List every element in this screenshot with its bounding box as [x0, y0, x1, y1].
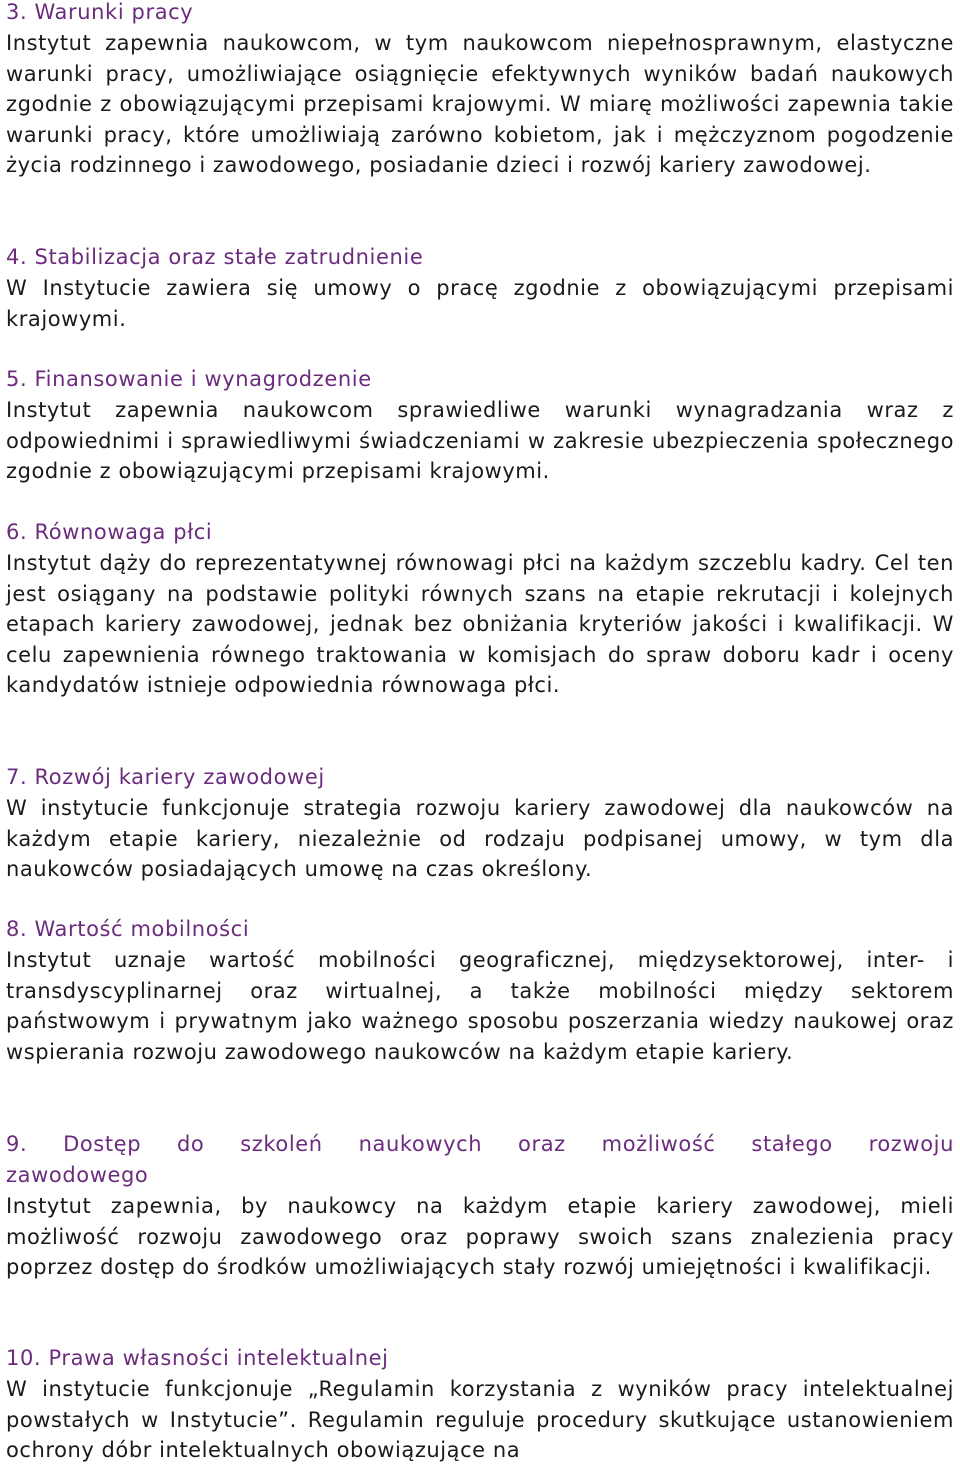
section-intellectual-property: [6, 1343, 954, 1466]
section-body: W instytucie funkcjonuje „Regulamin korzystania z wyników pracy intelektualnej powstałych w Instytucie”. Regulamin reguluje procedury skutkujące ustanowieniem ochrony dóbr intelektualnych obowiązujące na: [6, 1377, 954, 1462]
section-gender-balance: [6, 517, 954, 701]
section-heading: 8. Wartość mobilności: [6, 917, 250, 941]
section-heading: 7. Rozwój kariery zawodowej: [6, 765, 325, 789]
section-stable-employment: [6, 242, 954, 334]
section-body: W instytucie funkcjonuje strategia rozwoju kariery zawodowej dla naukowców na każdym etapie kariery, niezależnie od rodzaju podpisanej umowy, w tym dla naukowców posiadających umowę na czas określony.: [6, 796, 954, 881]
section-training-access: [6, 1129, 954, 1283]
section-working-conditions: [6, 0, 954, 181]
section-heading: 3. Warunki pracy: [6, 0, 194, 24]
section-career-development: [6, 762, 954, 885]
section-heading: 9. Dostęp do szkoleń naukowych oraz możliwość stałego rozwoju zawodowego: [6, 1132, 954, 1187]
section-mobility-value: [6, 914, 954, 1067]
section-heading: 6. Równowaga płci: [6, 520, 213, 544]
section-body: Instytut uznaje wartość mobilności geograficznej, międzysektorowej, inter- i transdyscyplinarnej oraz wirtualnej, a także mobilności między sektorem państwowym i prywatnym jako ważnego sposobu poszerzania wiedzy naukowej oraz wspierania rozwoju zawodowego naukowców na każdym etapie kariery.: [6, 948, 954, 1064]
section-body: Instytut zapewnia, by naukowcy na każdym etapie kariery zawodowej, mieli możliwość rozwoju zawodowego oraz poprawy swoich szans znalezienia pracy poprzez dostęp do środków umożliwiających stały rozwój umiejętności i kwalifikacji.: [6, 1194, 954, 1279]
section-body: W Instytucie zawiera się umowy o pracę zgodnie z obowiązującymi przepisami krajowymi.: [6, 276, 954, 331]
section-heading: 10. Prawa własności intelektualnej: [6, 1346, 389, 1370]
section-heading: 4. Stabilizacja oraz stałe zatrudnienie: [6, 245, 424, 269]
section-body: Instytut dąży do reprezentatywnej równowagi płci na każdym szczeblu kadry. Cel ten jest osiągany na podstawie polityki równych szans na etapie rekrutacji i kolejnych etapach kariery zawodowej, jednak bez obniżania kryteriów jakości i kwalifikacji. W celu zapewnienia równego traktowania w komisjach do spraw doboru kadr i oceny kandydatów istnieje odpowiednia równowaga płci.: [6, 551, 954, 697]
section-body: Instytut zapewnia naukowcom, w tym naukowcom niepełnosprawnym, elastyczne warunki pracy, umożliwiające osiągnięcie efektywnych wyników badań naukowych zgodnie z obowiązującymi przepisami krajowymi. W miarę możliwości zapewnia takie warunki pracy, które umożliwiają zarówno kobietom, jak i mężczyznom pogodzenie życia rodzinnego i zawodowego, posiadanie dzieci i rozwój kariery zawodowej.: [6, 31, 954, 177]
section-funding-and-salary: [6, 364, 954, 487]
section-heading: 5. Finansowanie i wynagrodzenie: [6, 367, 372, 391]
section-body: Instytut zapewnia naukowcom sprawiedliwe warunki wynagradzania wraz z odpowiednimi i sprawiedliwymi świadczeniami w zakresie ubezpieczenia społecznego zgodnie z obowiązującymi przepisami krajowymi.: [6, 398, 954, 483]
